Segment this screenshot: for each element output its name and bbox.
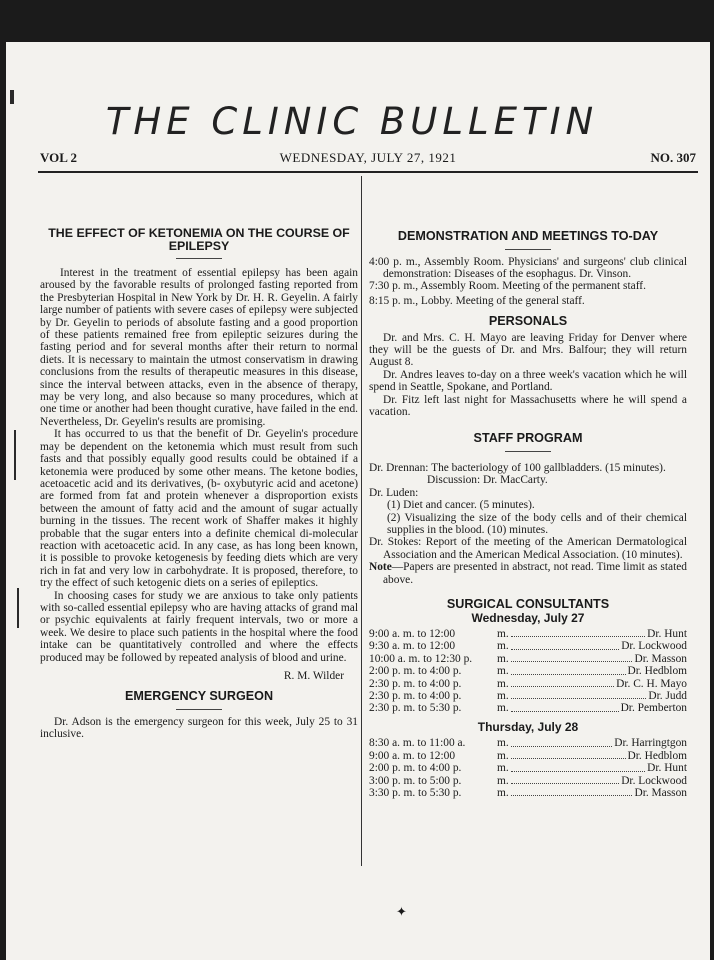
article-title: THE EFFECT OF KETONEMIA ON THE COURSE OF EPILEPSY [48,226,350,253]
article-paragraph-2: It has occurred to us that the benefit of Dr. Geyelin's procedure may be dependent on the ketonemia which must result from such fasts and that possibly equally good results could be obtained if a ketonemia were produced by some other means. The ketone bodies, acetoacetic acid and its derivatives, (b- oxybutyric acid and acetone) are formed from fat and protein whenever a disproportion exists between the amount of fatty acid and the amount of sugar actually burning in the tissues. The recent work of Shaffer makes it highly probable that the sugar enters into a definite chemical di-molecular reaction with acetoacetic acid. In any case, as has long been known, it is possible to provoke ketogenesis by feeding diets which are very rich in fat and very low in carbohydrate. It is proposed, therefore, to try the effect of such ketogenic diets on a series of epileptics. [40,428,358,590]
schedule-suffix: m. [497,652,509,665]
schedule-time: 2:30 p. m. to 4:00 p. [369,690,462,703]
volume-label: VOL 2 [40,150,77,165]
wednesday-schedule [369,628,687,715]
staff-title: STAFF PROGRAM [473,431,583,446]
schedule-doctor: Dr. Hunt [647,628,687,641]
schedule-time: 2:30 p. m. to 4:00 p. [369,677,462,690]
leader-dots [511,640,619,649]
schedule-suffix: m. [497,640,509,653]
leader-dots [511,690,647,699]
schedule-doctor: Dr. Lockwood [621,640,687,653]
issue-number: NO. 307 [650,150,696,165]
leader-dots [511,750,626,759]
surgical-title: SURGICAL CONSULTANTS [446,597,610,612]
schedule-doctor: Dr. Pemberton [620,702,687,715]
schedule-suffix: m. [497,665,509,678]
staff-rule [505,451,551,452]
schedule-doctor: Dr. Lockwood [621,774,687,787]
schedule-row [369,628,687,640]
scan-mark [10,90,14,104]
personals-title: PERSONALS [488,314,568,329]
emergency-text: Dr. Adson is the emergency surgeon for this week, July 25 to 31 inclusive. [40,715,358,741]
schedule-time: 8:30 a. m. to 11:00 a. [369,737,466,750]
personals-1: Dr. and Mrs. C. H. Mayo are leaving Friday for Denver where they will be the guests of Dr. and Mrs. Balfour; they will return August 8. [369,331,687,369]
schedule-suffix: m. [497,628,509,641]
demo-item-3: 8:15 p. m., Lobby. Meeting of the general staff. [369,294,585,307]
schedule-suffix: m. [497,702,509,715]
staff-note [369,561,687,586]
schedule-suffix: m. [497,774,509,787]
note-text: —Papers are presented in abstract, not read. Time limit as stated above. [383,561,687,586]
schedule-doctor: Dr. Harringtgon [614,737,687,750]
personals-2: Dr. Andres leaves to-day on a three week's vacation which he will spend in Seattle, Spokane, and Portland. [369,368,687,394]
scan-mark [14,430,16,480]
leader-dots [511,787,633,796]
schedule-row [369,787,687,799]
article-signature: R. M. Wilder [283,670,344,682]
schedule-suffix: m. [497,787,509,799]
leader-dots [511,775,619,784]
schedule-time: 9:00 a. m. to 12:00 [369,749,456,762]
schedule-time: 3:00 p. m. to 5:00 p. [369,774,462,787]
article-paragraph-1: Interest in the treatment of essential epilepsy has been again aroused by the favorable results of prolonged fasting reported from the Presbyterian Hospital in New York by Dr. H. R. Geyelin. A fairly large number of patients with severe cases of epilepsy were subjected by Dr. Geyelin to periods of absolute fasting and a good proportion of these patients remained free from epileptic seizures during the fasting period and for several months after their return to normal diets. It is necessary to maintain the utmost conservatism in drawing conclusions from the results of therapeutic measures in this disease, since the interval between attacks, even in the absence of therapy, may be very long, and also because so many procedures, which at one time or another had been thought curative, have failed in the end. Nevertheless, Dr. Geyelin's results are promising. [40,267,358,428]
personals-3: Dr. Fitz left last night for Massachusetts where he will spend a vacation. [369,393,687,419]
schedule-row [369,737,687,749]
schedule-doctor: Dr. Hedblom [627,749,687,762]
schedule-time: 3:30 p. m. to 5:30 p. [369,787,462,799]
schedule-time: 2:00 p. m. to 4:00 p. [369,762,462,775]
schedule-time: 2:30 p. m. to 5:30 p. [369,702,462,715]
schedule-row [369,640,687,652]
schedule-time: 9:00 a. m. to 12:00 [369,628,456,641]
scan-mark [17,588,19,628]
dateline [40,150,696,170]
schedule-time: 10:00 a. m. to 12:30 p. [369,652,473,665]
leader-dots [511,665,626,674]
schedule-doctor: Dr. Masson [634,652,687,665]
demo-title: DEMONSTRATION AND MEETINGS TO-DAY [397,229,659,243]
schedule-row [369,702,687,714]
right-column [369,230,687,799]
staff-luden-2: (2) Visualizing the size of the body cells and of their chemical supplies in the blood. (10) minutes. [387,511,687,536]
schedule-doctor: Dr. Masson [634,787,687,799]
demo-item-2: 7:30 p. m., Assembly Room. Meeting of the permanent staff. [369,280,646,293]
column-divider [361,176,362,866]
title-rule [176,258,222,259]
schedule-time: 9:30 a. m. to 12:00 [369,640,456,653]
thursday-schedule [369,737,687,799]
schedule-row [369,665,687,677]
schedule-suffix: m. [497,762,509,775]
schedule-row [369,762,687,774]
schedule-doctor: Dr. C. H. Mayo [616,677,687,690]
schedule-row [369,678,687,690]
masthead-title: THE CLINIC BULLETIN [105,100,599,143]
schedule-row [369,653,687,665]
emergency-title: EMERGENCY SURGEON [124,689,274,704]
staff-drennan: Dr. Drennan: The bacteriology of 100 gallbladders. (15 minutes). [369,461,666,474]
ink-blot: ✦ [396,904,407,919]
schedule-suffix: m. [497,677,509,690]
schedule-row [369,690,687,702]
leader-dots [511,628,645,637]
schedule-suffix: m. [497,749,509,762]
demo-item-1: 4:00 p. m., Assembly Room. Physicians' and surgeons' club clinical demonstration: Diseases of the esophagus. Dr. Vinson. [369,255,687,280]
article-paragraph-3: In choosing cases for study we are anxious to take only patients with so-called essential epilepsy who are having attacks of grand mal or psychic equivalents at fairly frequent intervals, two or more a week. We desire to place such patients in the hospital where the food intake can be quantitatively controlled and where the effects produced may be followed by repeated analysis of blood and urine. [40,589,358,664]
schedule-row [369,775,687,787]
schedule-time: 2:00 p. m. to 4:00 p. [369,665,462,678]
schedule-doctor: Dr. Hedblom [627,665,687,678]
schedule-doctor: Dr. Hunt [647,762,687,775]
staff-stokes: Dr. Stokes: Report of the meeting of the American Dermatological Association and the American Medical Association. (10 minutes). [369,536,687,561]
leader-dots [511,702,619,711]
masthead-rule [38,171,698,173]
note-label: Note [369,561,392,574]
wednesday-heading: Wednesday, July 27 [471,610,585,625]
demo-rule [505,249,551,250]
schedule-suffix: m. [497,737,509,750]
leader-dots [511,762,645,771]
schedule-row [369,750,687,762]
thursday-heading: Thursday, July 28 [477,719,579,734]
leader-dots [511,678,614,687]
leader-dots [511,737,613,746]
schedule-doctor: Dr. Judd [648,690,687,703]
issue-date: WEDNESDAY, JULY 27, 1921 [279,150,457,165]
emergency-rule [176,709,222,710]
left-column [40,227,358,741]
staff-luden: Dr. Luden: [369,486,419,499]
leader-dots [511,653,633,662]
staff-discussion: Discussion: Dr. MacCarty. [427,474,548,487]
schedule-suffix: m. [497,690,509,703]
staff-luden-1: (1) Diet and cancer. (5 minutes). [387,499,535,512]
